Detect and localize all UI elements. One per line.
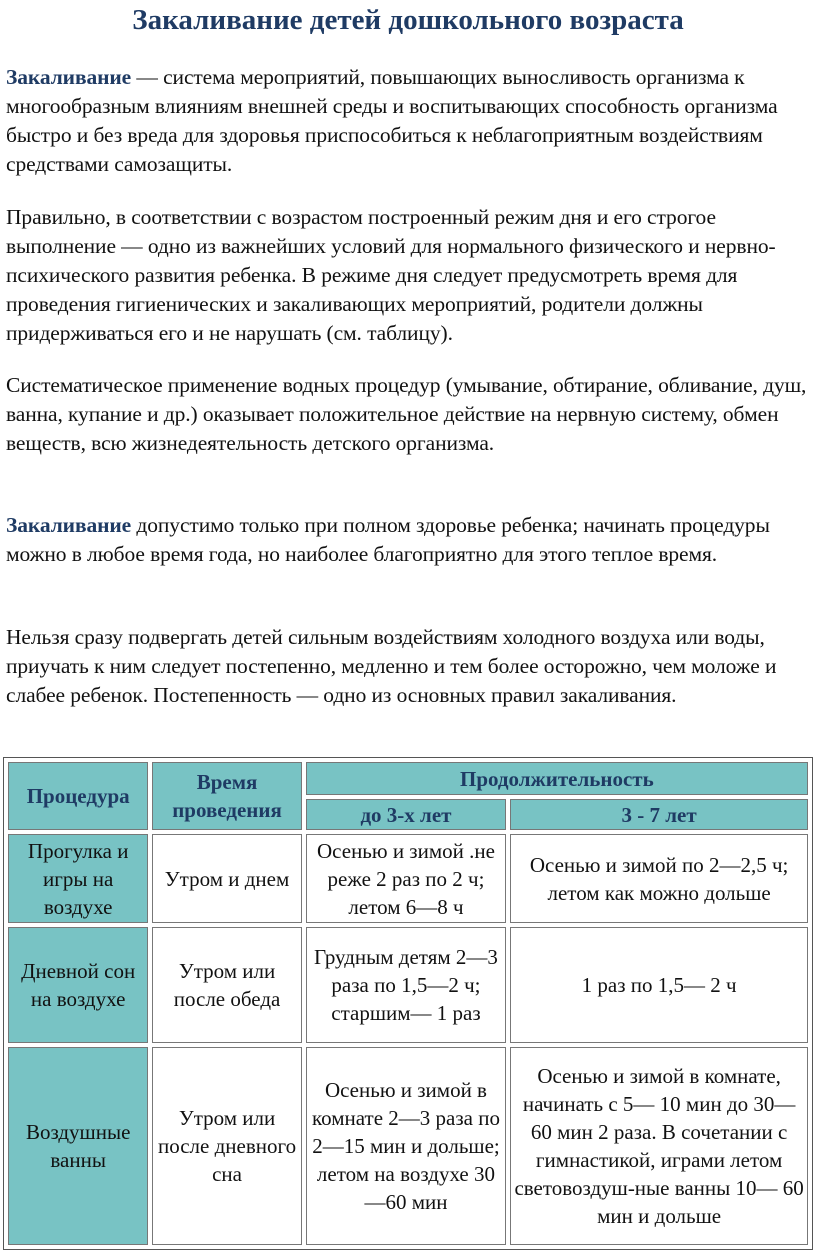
cell-time: Утром или после обеда — [152, 927, 301, 1043]
term-zakalivanie: Закаливание — [6, 65, 132, 89]
header-duration: Продолжительность — [306, 762, 808, 795]
paragraph-text: — система мероприятий, повышающих выносливость организма к многообразным влияниям внешней среды и воспитывающих способность организма быстро и без вреда для здоровья приспособиться к неблагоприятным воздействиям средствами самозащиты. — [6, 65, 778, 176]
paragraph-gradualness: Нельзя сразу подвергать детей сильным воздействиям холодного воздуха или воды, приучать к ним следует постепенно, медленно и тем более осторожно, чем моложе и слабее ребенок. Постепенность — одно из основных правил закаливания. — [6, 625, 777, 707]
paragraph-health-condition — [6, 511, 816, 569]
cell-age-under-3: Грудным детям 2—3 раза по 1,5—2 ч; старшим— 1 раз — [306, 927, 507, 1043]
page-title: Закаливание детей дошкольного возраста — [132, 4, 684, 36]
term-zakalivanie: Закаливание — [6, 513, 132, 537]
header-age-under-3: до 3-х лет — [306, 799, 507, 830]
header-age-3-7: 3 - 7 лет — [510, 799, 808, 830]
cell-time: Утром и днем — [152, 834, 301, 923]
cell-procedure: Дневной сон на воздухе — [8, 927, 148, 1043]
cell-age-under-3: Осенью и зимой .не реже 2 раз по 2 ч; летом 6—8 ч — [306, 834, 507, 923]
table-row — [8, 1047, 808, 1245]
paragraph-water-procedures: Систематическое применение водных процедур (умывание, обтирание, обливание, душ, ванна, купание и др.) оказывает положительное действие на нервную систему, обмен веществ, всю жизнедеятельность детского организма. — [6, 373, 807, 455]
cell-age-3-7: Осенью и зимой по 2—2,5 ч; летом как можно дольше — [510, 834, 808, 923]
paragraph-text: допустимо только при полном здоровье ребенка; начинать процедуры можно в любое время года, но наиболее благоприятно для этого теплое время. — [6, 513, 770, 566]
table-row — [8, 927, 808, 1043]
paragraph-regime: Правильно, в соответствии с возрастом построенный режим дня и его строгое выполнение — одно из важнейших условий для нормального физического и нервно-психического развития ребенка. В режиме дня следует предусмотреть время для проведения гигиенических и закаливающих мероприятий, родители должны придерживаться его и не нарушать (см. таблицу). — [6, 205, 776, 345]
table-header-row — [8, 762, 808, 795]
cell-time: Утром или после дневного сна — [152, 1047, 301, 1245]
cell-age-3-7: Осенью и зимой в комнате, начинать с 5— 10 мин до 30— 60 мин 2 раза. В сочетании с гимнастикой, играми летом световоздуш-ные ванны 10— 60 мин и дольше — [510, 1047, 808, 1245]
header-procedure: Процедура — [8, 762, 148, 830]
cell-procedure: Воздушные ванны — [8, 1047, 148, 1245]
hardening-table — [3, 757, 813, 1250]
header-time: Время проведения — [152, 762, 301, 830]
cell-age-3-7: 1 раз по 1,5— 2 ч — [510, 927, 808, 1043]
table-row — [8, 834, 808, 923]
cell-age-under-3: Осенью и зимой в комнате 2—3 раза по 2—15 мин и дольше; летом на воздухе 30—60 мин — [306, 1047, 507, 1245]
cell-procedure: Прогулка и игры на воздухе — [8, 834, 148, 923]
paragraph-definition — [6, 63, 816, 179]
